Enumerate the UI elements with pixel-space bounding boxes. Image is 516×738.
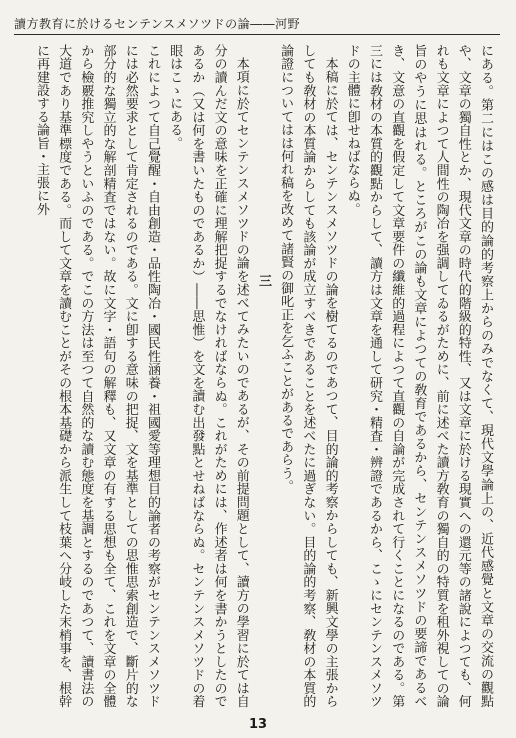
- running-title: 讀方教育に於けるセンテンスメソツドの論――河野: [14, 16, 301, 31]
- paragraph-3: 本項に於てセンテンスメソツドの論を述べてみたいのであるが、その前提問題として、讀方の學習に於ては自分の讀んだ文の意味を正確に理解把捉するでなければならぬ。これがためには、作述者は何を書かうとしたのであるか（又は何を書いたものであるか）――思惟）を文を讀む出發點とせねばならぬ。センテンスメソツドの着眼はこゝにある。: [167, 44, 249, 708]
- header-rule: [14, 34, 500, 35]
- section-number: 三: [255, 274, 271, 288]
- running-header: [14, 14, 500, 32]
- paragraph-4: これによつて自己覺醒・自由創造・品性陶冶・國民性涵養・祖國愛等理想目的論者の考察がセンテンスメソツドには必然要求として肯定されるのである。文に卽する意味の把捉、文を基準としての思惟思索創造で、斷片的な部分的な獨立的な解剖精査ではない。故に文字・語句の解釋も、又文章の有する思想も全て、これを文章の全體から檢覈推究しやうといふのである。でこの方法は至つて自然的な讀む態度を基調とするのであつて、讀書法の大道であり基準標度である。而して文章を讀むことがその根本基礎から派生して枝葉へ分岐した末梢事を、根幹に再建設する論旨・主張に外: [33, 44, 160, 708]
- paragraph-1: にある。第二にはこの感は目的論的考察上からのみでなくて、現代文學論上の、近代感覺と文章の交流の觀點や、文章の獨自性とか、現代文章の時代的階級的特性、又は文章に於ける現實への還元等の諸說によつても、何れも文章によつて人間性の陶冶を强調してゐるがために、前に述べた讀方敎育の獨自的の特質を租外視しての論旨のやうに思はれる。ところがこの論も文章によつての敎育であるから、センテンスメソツドの要諦であるべき、文意の直觀を假定して文章要件の纖維的過程によつて直觀の自論が完成されて行くことになるのである。第三には敎材の本質的觀點からして、讀方は文章を通して研究・精査・辨證であるから、こゝにセンテンスメソツドの主體に卽せねばならぬ。: [344, 44, 493, 708]
- vertical-text-body: [18, 44, 496, 708]
- page-number: 13: [248, 717, 268, 732]
- paragraph-2: 本稿に於ては、センテンスメソツドの論を樹てるのであつて、目的論的考察からしても、新興文學の主張からしても敎材の本質論からしても該論が成立すべきであることを述べたに過ぎない。目的論的考察、敎材の本質的論證についてはは何れ稿を改めて諸賢の御叱正を乞ふことがあるであらう。: [278, 44, 338, 708]
